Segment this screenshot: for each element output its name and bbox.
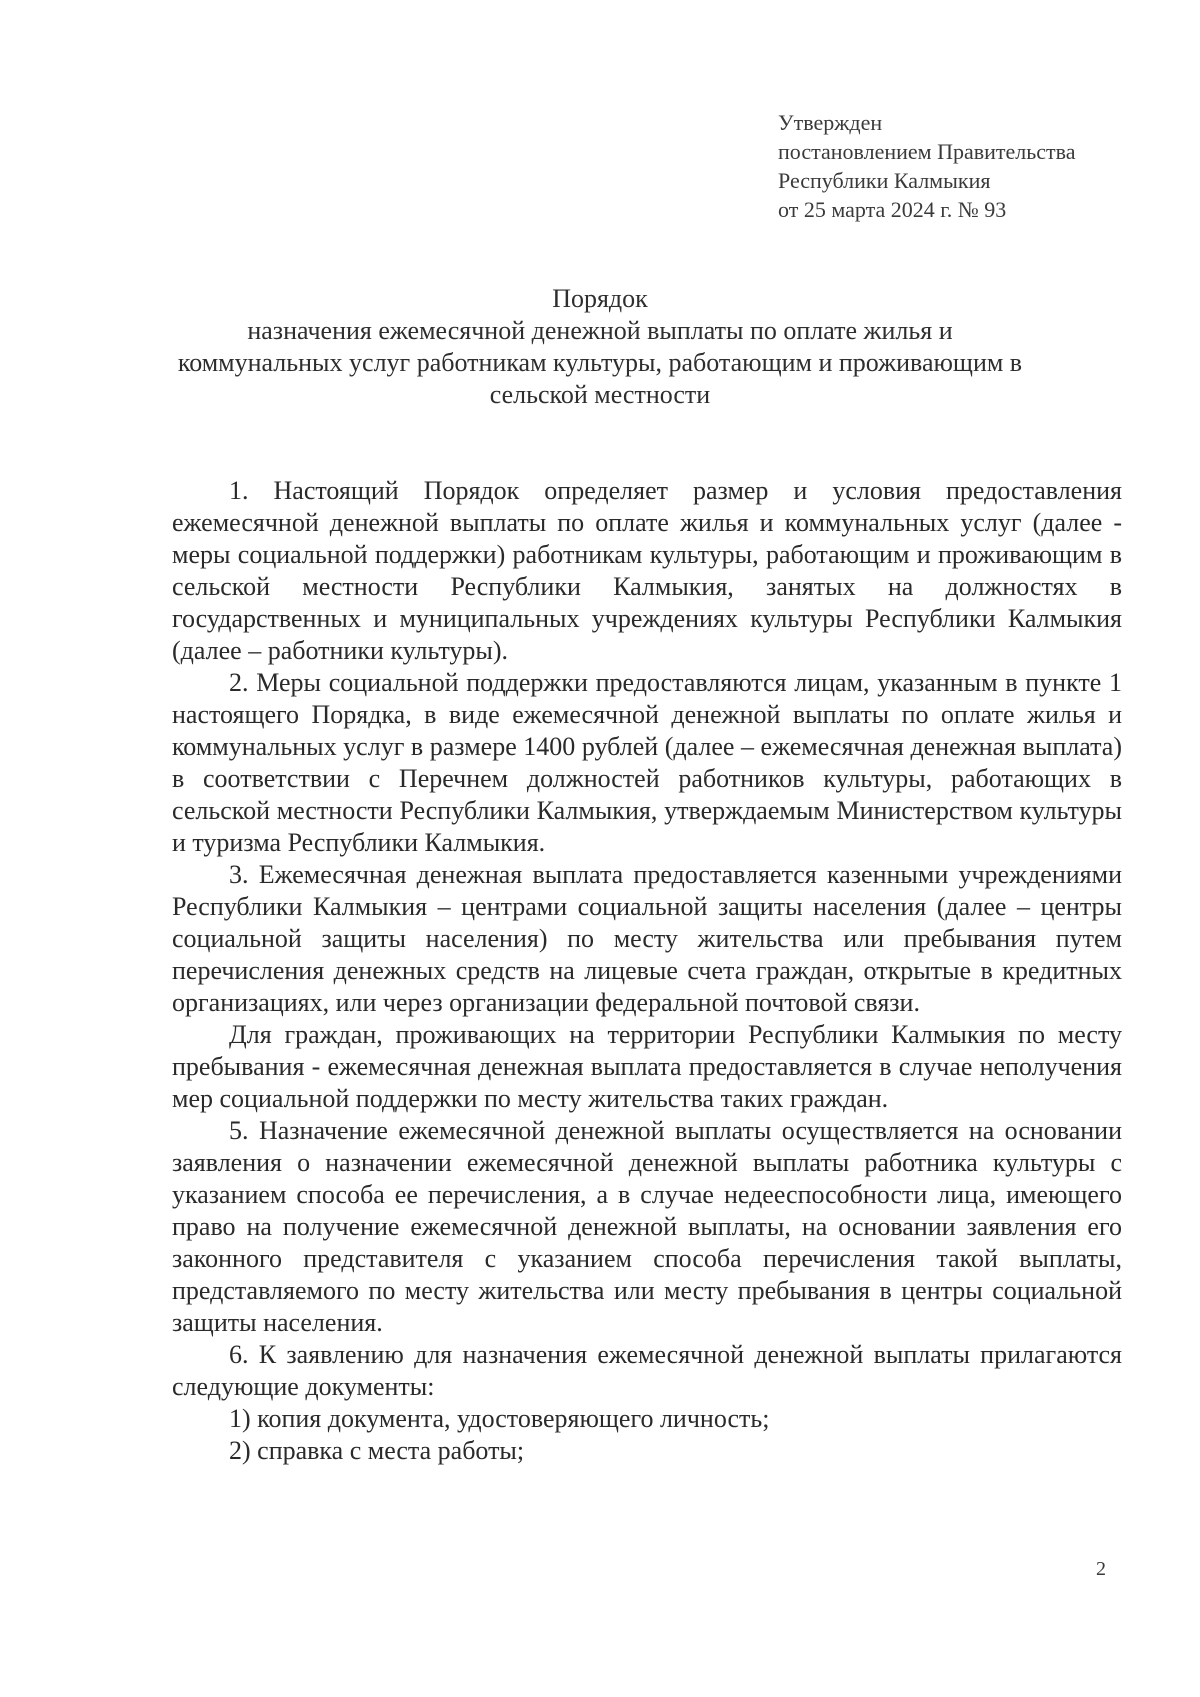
list-item-1: 1) копия документа, удостоверяющего личность; (229, 1404, 770, 1433)
document-title (150, 283, 1050, 411)
paragraph-5: 5. Назначение ежемесячной денежной выплаты осуществляется на основании заявления о назначении ежемесячной денежной выплаты работника культуры с указанием способа ее перечисления, а в случае недееспособности лица, имеющего право на получение ежемесячной денежной выплаты, на основании заявления его законного представителя с указанием способа перечисления такой выплаты, представляемого по месту жительства или месту пребывания в центры социальной защиты населения. (172, 1116, 1122, 1337)
approval-line-1: Утвержден (778, 110, 883, 135)
paragraph-3: 3. Ежемесячная денежная выплата предоставляется казенными учреждениями Республики Калмыкия – центрами социальной защиты населения (далее – центры социальной защиты населения) по месту жительства или пребывания путем перечисления денежных средств на лицевые счета граждан, открытые в кредитных организациях, или через организации федеральной почтовой связи. (172, 860, 1122, 1017)
approval-line-2: постановлением Правительства (778, 139, 1076, 164)
approval-stamp (778, 108, 1076, 224)
page-number: 2 (1096, 1558, 1106, 1580)
list-item-2: 2) справка с места работы; (229, 1436, 525, 1465)
paragraph-2: 2. Меры социальной поддержки предоставляются лицам, указанным в пункте 1 настоящего Порядка, в виде ежемесячной денежной выплаты по оплате жилья и коммунальных услуг в размере 1400 рублей (далее – ежемесячная денежная выплата) в соответствии с Перечнем должностей работников культуры, работающих в сельской местности Республики Калмыкия, утверждаемым Министерством культуры и туризма Республики Калмыкия. (172, 668, 1122, 857)
document-body (172, 475, 1122, 1467)
approval-line-3: Республики Калмыкия (778, 168, 991, 193)
approval-line-4: от 25 марта 2024 г. № 93 (778, 197, 1007, 222)
paragraph-4: Для граждан, проживающих на территории Республики Калмыкия по месту пребывания - ежемесячная денежная выплата предоставляется в случае неполучения мер социальной поддержки по месту жительства таких граждан. (172, 1020, 1122, 1113)
paragraph-6: 6. К заявлению для назначения ежемесячной денежной выплаты прилагаются следующие документы: (172, 1340, 1122, 1401)
title-sub-line-3: сельской местности (489, 380, 711, 409)
paragraph-1: 1. Настоящий Порядок определяет размер и условия предоставления ежемесячной денежной выплаты по оплате жилья и коммунальных услуг (далее - меры социальной поддержки) работникам культуры, работающим и проживающим в сельской местности Республики Калмыкия, занятых на должностях в государственных и муниципальных учреждениях культуры Республики Калмыкия (далее – работники культуры). (172, 476, 1122, 665)
title-sub-line-2: коммунальных услуг работникам культуры, работающим и проживающим в (177, 348, 1023, 377)
title-sub-line-1: назначения ежемесячной денежной выплаты по оплате жилья и (247, 316, 953, 345)
title-main: Порядок (552, 284, 648, 313)
